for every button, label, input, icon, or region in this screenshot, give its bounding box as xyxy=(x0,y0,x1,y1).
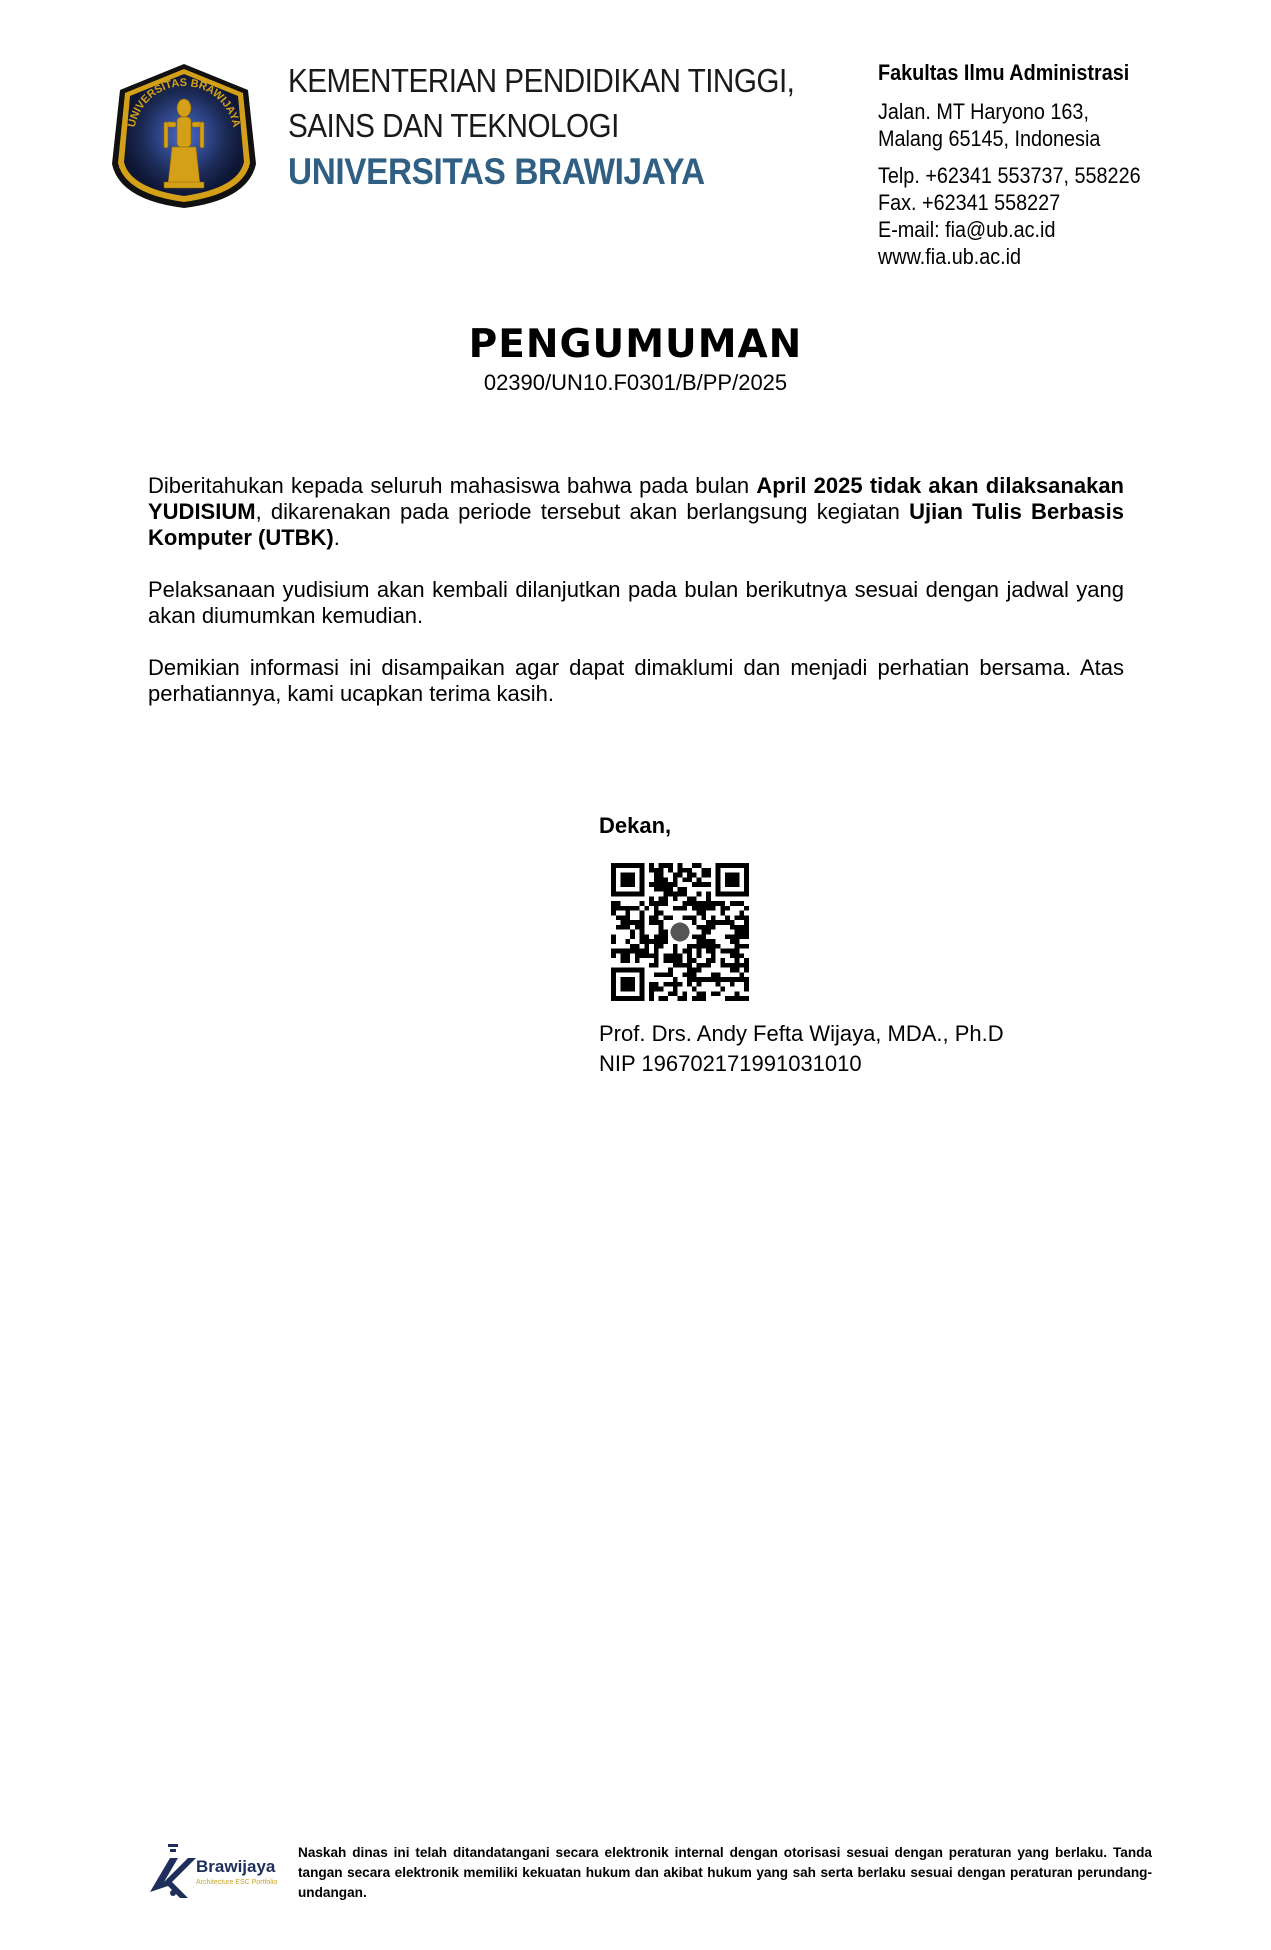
signatory-name: Prof. Drs. Andy Fefta Wijaya, MDA., Ph.D xyxy=(599,1021,1004,1046)
p1-bold-d: Ujian Tulis Berbasis Komputer (UTBK) xyxy=(148,499,1124,550)
p1-text-e: . xyxy=(333,525,340,550)
university-name: UNIVERSITAS BRAWIJAYA xyxy=(288,151,705,192)
email: E-mail: fia@ub.ac.id xyxy=(878,217,1056,242)
e-signature-notice: Naskah dinas ini telah ditandatangani secara elektronik internal dengan otorisasi sesuai dengan peraturan yang berlaku. Tanda tangan secara elektronik memiliki kekuatan hukum dan akibat hukum yang sah serta berlaku sesuai dengan peraturan perundang-undangan. xyxy=(298,1845,1152,1900)
website: www.fia.ub.ac.id xyxy=(878,244,1022,269)
fax: Fax. +62341 558227 xyxy=(878,190,1061,215)
address-line-2: Malang 65145, Indonesia xyxy=(878,126,1101,151)
p1-text-a: Diberitahukan kepada seluruh mahasiswa bahwa pada bulan xyxy=(148,473,757,498)
university-logo xyxy=(108,60,260,212)
footer-logo-text: Brawijaya xyxy=(196,1857,276,1876)
svg-text:UNIVERSITAS BRAWIJAYA: UNIVERSITAS BRAWIJAYA xyxy=(125,76,243,129)
signature-qr-code xyxy=(611,863,749,1001)
brawijaya-footer-logo xyxy=(148,1842,290,1900)
signatory-role: Dekan, xyxy=(599,813,672,838)
document-title: PENGUMUMAN xyxy=(468,322,803,367)
phone: Telp. +62341 553737, 558226 xyxy=(878,163,1141,188)
p1-text-c: , dikarenakan pada periode tersebut akan berlangsung kegiatan xyxy=(255,499,910,524)
address-line-1: Jalan. MT Haryono 163, xyxy=(878,99,1089,124)
footer-logo-tagline: Architecture ESC Portfolio xyxy=(196,1879,278,1886)
paragraph-2: Pelaksanaan yudisium akan kembali dilanjutkan pada bulan berikutnya sesuai dengan jadwal yang akan diumumkan kemudian. xyxy=(148,577,1124,628)
announcement-body xyxy=(148,473,1124,733)
paragraph-3: Demikian informasi ini disampaikan agar dapat dimaklumi dan menjadi perhatian bersama. Atas perhatiannya, kami ucapkan terima kasih. xyxy=(148,655,1124,706)
p1-bold-b: April 2025 tidak akan dilaksanakan YUDISIUM xyxy=(148,473,1124,524)
ministry-line-2: SAINS DAN TEKNOLOGI xyxy=(288,107,619,144)
paragraph-1 xyxy=(148,473,1124,551)
letterhead-ministry xyxy=(288,58,808,196)
document-number: 02390/UN10.F0301/B/PP/2025 xyxy=(483,370,788,395)
faculty-name: Fakultas Ilmu Administrasi xyxy=(878,60,1130,85)
ministry-line-1: KEMENTERIAN PENDIDIKAN TINGGI, xyxy=(288,62,795,99)
signature-block xyxy=(599,813,1119,1076)
faculty-contact xyxy=(878,58,1148,270)
signatory-nip: NIP 196702171991031010 xyxy=(599,1051,862,1076)
